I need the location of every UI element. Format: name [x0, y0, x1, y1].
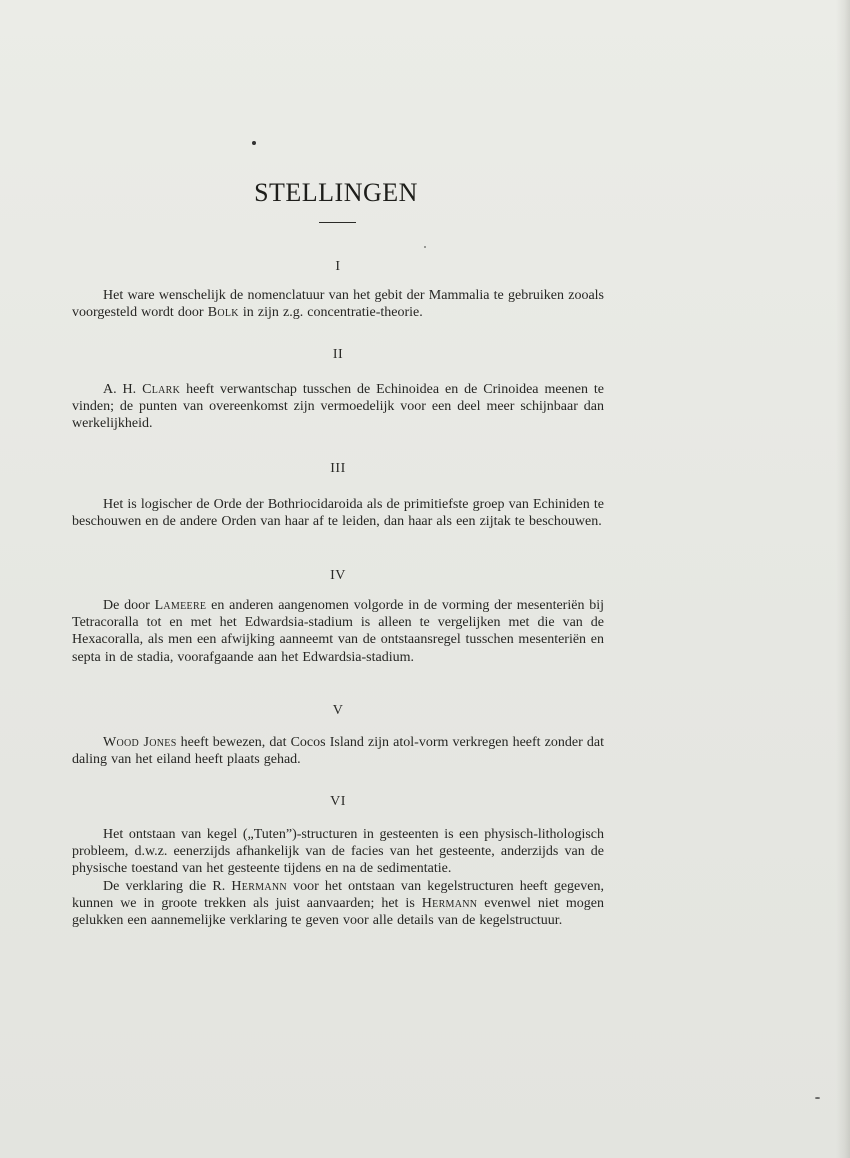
- thesis-paragraph: [72, 287, 604, 321]
- thesis-3: [72, 460, 604, 530]
- thesis-5: [72, 702, 604, 768]
- thesis-4: [72, 567, 604, 666]
- author-name: Bolk: [207, 305, 239, 321]
- thesis-2: [72, 346, 604, 433]
- text-run: De door: [103, 598, 155, 613]
- ink-speck: [815, 1097, 820, 1099]
- thesis-paragraph: [72, 826, 604, 878]
- author-name: Hermann: [421, 895, 478, 911]
- title-rule: [319, 222, 356, 223]
- text-run: De verklaring die R.: [103, 878, 232, 894]
- thesis-numeral: V: [332, 703, 344, 718]
- thesis-numeral: VI: [330, 794, 346, 809]
- text-run: voor het ontstaan van kegelstructuren heeft gegeven, kunnen we in groote trekken als juist aanvaarden; het is: [72, 878, 604, 911]
- page-title: STELLINGEN: [254, 178, 418, 207]
- thesis-numeral: I: [335, 259, 341, 274]
- author-name: Lameere: [154, 598, 207, 613]
- author-name: Wood Jones: [103, 735, 177, 750]
- thesis-paragraph: [72, 878, 604, 930]
- thesis-paragraph: [72, 381, 604, 433]
- page-edge-shadow: [836, 0, 850, 1158]
- ink-speck: [252, 141, 256, 145]
- text-run: Het ware wenschelijk de nomenclatuur van het gebit der Mammalia te gebruiken zooals voorgesteld wordt door: [72, 288, 604, 321]
- thesis-paragraph: [72, 597, 604, 666]
- text-run: Het ontstaan van kegel („Tuten”)-structuren in gesteenten is een physisch-lithologisch probleem, d.w.z. eenerzijds afhankelijk van de facies van het gesteente, anderzijds van de physische toestand van het gesteente tijdens en na de sedimentatie.: [72, 827, 604, 877]
- text-run: in zijn z.g. concentratie-theorie.: [238, 305, 423, 321]
- author-name: Clark: [142, 382, 181, 397]
- thesis-6: [72, 793, 604, 929]
- ink-speck: [424, 246, 426, 248]
- thesis-numeral: IV: [330, 568, 346, 583]
- thesis-numeral: II: [332, 347, 344, 362]
- thesis-numeral: III: [330, 461, 346, 476]
- text-run: Het is logischer de Orde der Bothriocidaroida als de primitiefste groep van Echiniden te beschouwen en de andere Orden van haar af te leiden, dan haar als een zijtak te beschouwen.: [72, 497, 604, 530]
- author-name: Hermann: [231, 878, 287, 894]
- thesis-1: [72, 258, 604, 321]
- thesis-paragraph: [72, 496, 604, 530]
- text-run: A. H.: [103, 382, 143, 397]
- text-run: heeft bewezen, dat Cocos Island zijn atol-vorm verkregen heeft zonder dat daling van het eiland heeft plaats gehad.: [72, 735, 604, 768]
- thesis-paragraph: [72, 734, 604, 768]
- text-run: en anderen aangenomen volgorde in de vorming der mesenteriën bij Tetracoralla tot en met het Edwardsia-stadium is alleen te vergelijken met die van de Hexacoralla, als men een afwijking aanneemt van de ontstaansregel tusschen mesenteriën en septa in de stadia, voorafgaande aan het Edwardsia-stadium.: [72, 598, 605, 665]
- text-run: evenwel niet mogen gelukken een aannemelijke verklaring te geven voor alle details van de kegelstructuur.: [72, 895, 605, 929]
- text-run: heeft verwantschap tusschen de Echinoidea en de Crinoidea meenen te vinden; de punten van overeenkomst zijn vermoedelijk voor een deel meer schijnbaar dan werkelijkheid.: [72, 382, 604, 432]
